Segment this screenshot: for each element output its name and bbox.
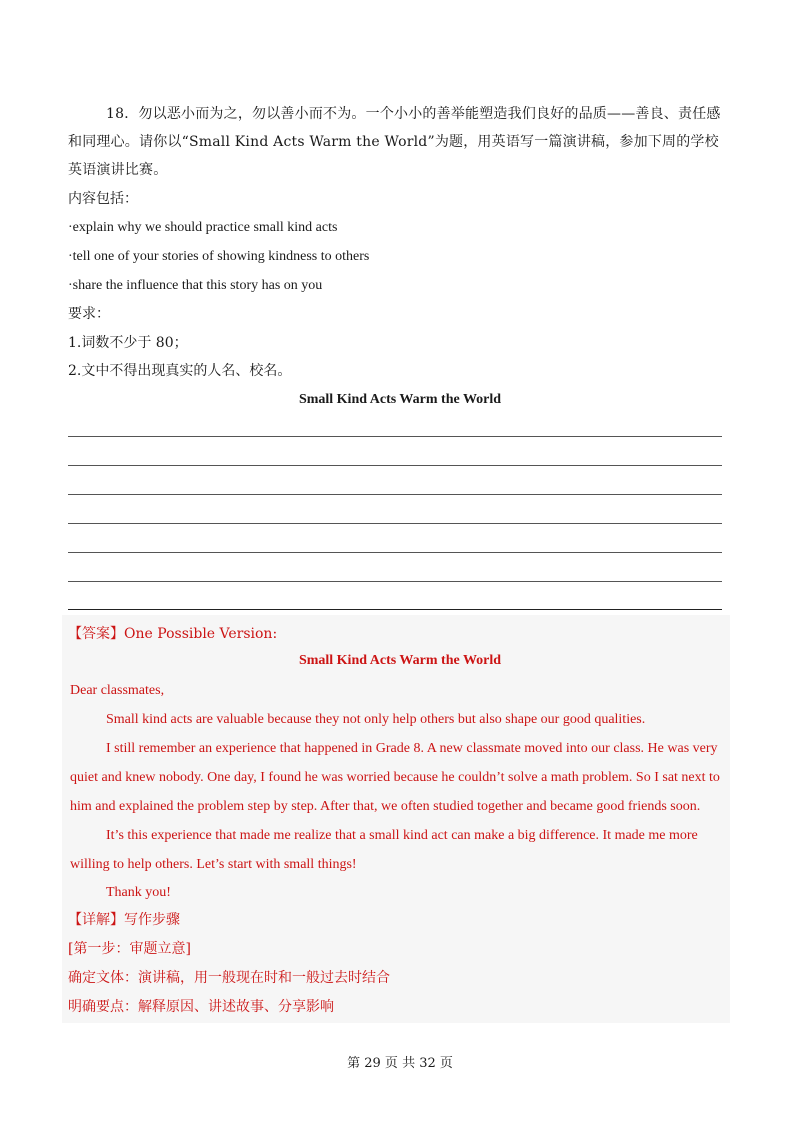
explanation-line: 确定文体：演讲稿，用一般现在时和一般过去时结合 xyxy=(68,970,390,986)
bullet-item: ·share the influence that this story has on you xyxy=(68,278,323,293)
writing-line xyxy=(68,552,722,553)
writing-line xyxy=(68,494,722,495)
requirement-item: 2.文中不得出现真实的人名、校名。 xyxy=(68,363,292,379)
content-label: 内容包括： xyxy=(68,191,138,207)
explanation-step: [第一步：审题立意] xyxy=(68,941,191,957)
answer-paragraph: Small kind acts are valuable because they not only help others but also shape our good qualities. xyxy=(106,712,646,727)
explanation-line: 明确要点：解释原因、讲述故事、分享影响 xyxy=(68,999,334,1015)
writing-line xyxy=(68,523,722,524)
requirement-item: 1.词数不少于 80； xyxy=(68,335,188,351)
answer-paragraph: It’s this experience that made me realize that a small kind act can make a big difference. It made me more willing to help others. Let’s start with small things! xyxy=(70,828,698,872)
bullet-item: ·explain why we should practice small kind acts xyxy=(68,220,338,235)
writing-line xyxy=(68,609,722,610)
answer-salutation: Dear classmates, xyxy=(70,683,165,698)
answer-title: Small Kind Acts Warm the World xyxy=(298,653,502,668)
page-footer: 第 29 页 共 32 页 xyxy=(347,1056,453,1071)
question-prompt: 18．勿以恶小而为之，勿以善小而不为。一个小小的善举能塑造我们良好的品质——善良、责任感和同理心。请你以“Small Kind Acts Warm the World”为题，用英语写一篇演讲稿，参加下周的学校英语演讲比赛。 xyxy=(68,106,721,178)
explanation-label: 【详解】写作步骤 xyxy=(68,912,180,928)
answer-paragraph: I still remember an experience that happened in Grade 8. A new classmate moved into our class. He was very quiet and knew nobody. One day, I found he was worried because he couldn’t solve a math problem. So I sat next to him and explained the problem step by step. After that, we often studied together and became good friends soon. xyxy=(70,741,720,814)
requirements-label: 要求： xyxy=(68,306,110,322)
answer-label: 【答案】One Possible Version: xyxy=(68,626,278,642)
writing-line xyxy=(68,581,722,582)
writing-line xyxy=(68,436,722,437)
answer-closing: Thank you! xyxy=(106,885,171,900)
bullet-item: ·tell one of your stories of showing kindness to others xyxy=(68,249,370,264)
writing-line xyxy=(68,465,722,466)
essay-title: Small Kind Acts Warm the World xyxy=(298,392,502,407)
